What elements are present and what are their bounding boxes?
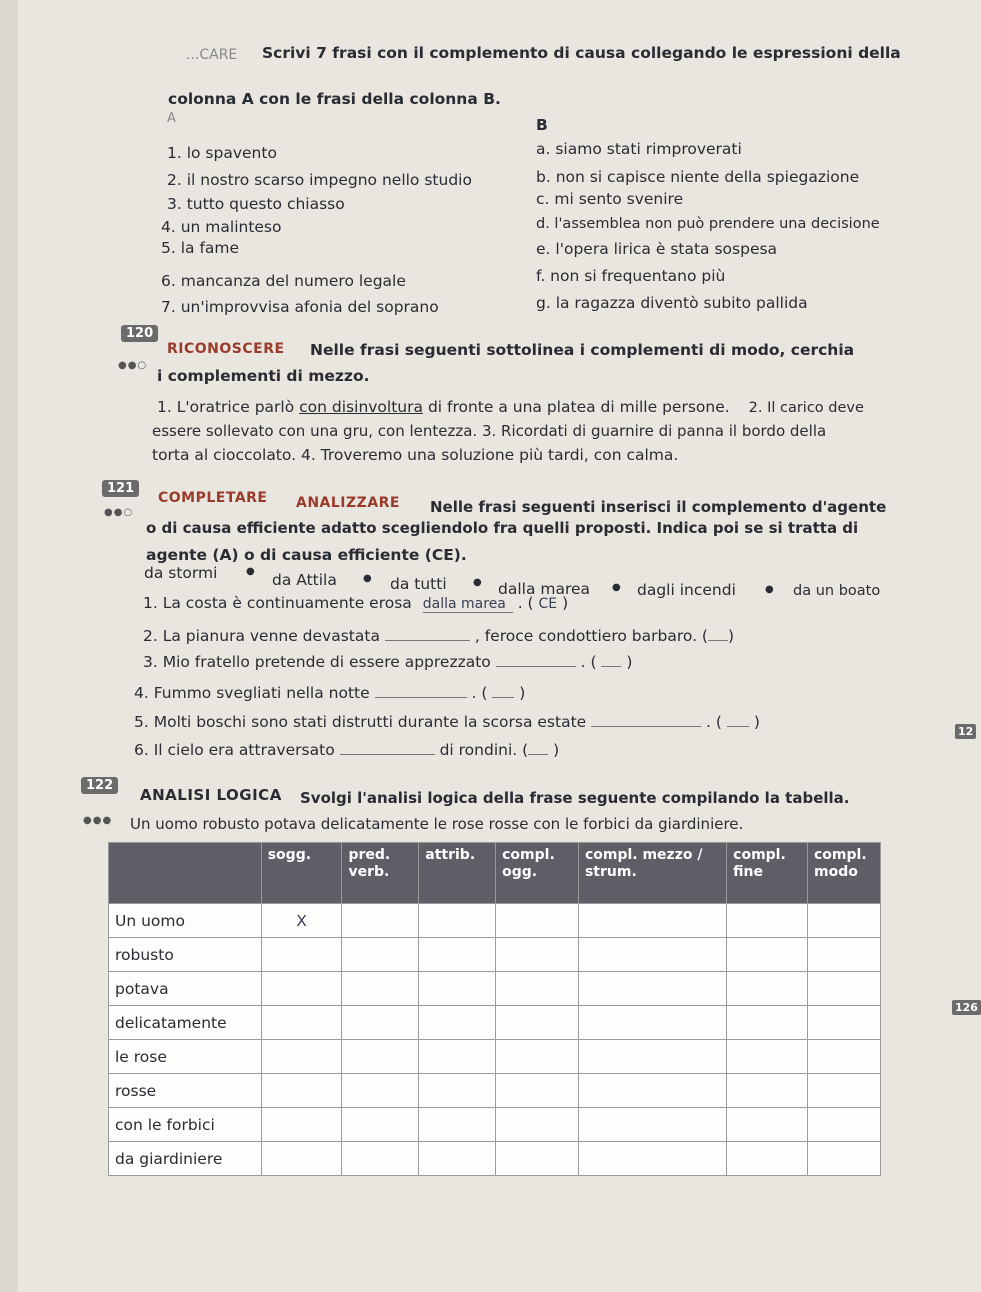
option: dagli incendi: [637, 581, 736, 599]
answer-cell[interactable]: [578, 938, 726, 972]
option: da tutti: [390, 575, 447, 593]
answer-cell[interactable]: [578, 1074, 726, 1108]
s1-post: di fronte a una platea di mille persone.: [427, 398, 730, 416]
col-a-header: A: [167, 111, 176, 126]
header-cell: sogg.: [261, 843, 342, 904]
answer-cell[interactable]: [342, 938, 419, 972]
row-label: da giardiniere: [109, 1142, 262, 1176]
header-cell: compl. fine: [727, 843, 808, 904]
table-row: [109, 1074, 881, 1108]
answer-cell[interactable]: [342, 904, 419, 938]
option: da Attila: [272, 571, 337, 589]
answer-cell[interactable]: [496, 1108, 579, 1142]
s6-text-a: 6. Il cielo era attraversato: [134, 741, 335, 759]
ex121-instruction-3: agente (A) o di causa efficiente (CE).: [146, 546, 467, 564]
answer-cell[interactable]: [808, 972, 881, 1006]
difficulty-dots: ●●○: [104, 507, 134, 518]
page-edge: [0, 0, 18, 1292]
answer-cell[interactable]: [808, 904, 881, 938]
answer-cell[interactable]: [419, 972, 496, 1006]
ex121-tag-1: COMPLETARE: [158, 490, 268, 506]
ex120-sentence-1: [157, 398, 864, 416]
answer-cell[interactable]: [419, 1006, 496, 1040]
ex121-sentence-3: 3. Mio fratello pretende di essere apprezzato . ( ): [143, 653, 633, 671]
s6-blank[interactable]: [340, 740, 435, 755]
side-badge: 126: [952, 1000, 981, 1015]
underlined-answer: con disinvoltura: [299, 398, 423, 416]
s4-text: 4. Fummo svegliati nella notte: [134, 684, 370, 702]
ex122-sentence: Un uomo robusto potava delicatamente le rose rosse con le forbici da giardiniere.: [130, 815, 744, 833]
s3-type-blank[interactable]: [601, 652, 621, 667]
ex119-tag: ...CARE: [186, 47, 238, 63]
header-cell: compl. modo: [808, 843, 881, 904]
answer-cell[interactable]: [342, 1074, 419, 1108]
answer-cell[interactable]: [419, 1142, 496, 1176]
ex119-instruction-1: Scrivi 7 frasi con il complemento di causa collegando le espressioni della: [262, 44, 901, 62]
col-a-item: 6. mancanza del numero legale: [161, 272, 406, 290]
answer-cell[interactable]: [496, 1074, 579, 1108]
table-row: [109, 938, 881, 972]
row-label: Un uomo: [109, 904, 262, 938]
answer-cell[interactable]: [496, 1040, 579, 1074]
ex121-sentence-2: 2. La pianura venne devastata , feroce condottiero barbaro. ( ): [143, 627, 735, 645]
s1-pre: 1. L'oratrice parlò: [157, 398, 295, 416]
col-a-item: 7. un'improvvisa afonia del soprano: [161, 298, 439, 316]
ex120-tag: RICONOSCERE: [167, 341, 285, 357]
exercise-number: 121: [102, 480, 139, 497]
s6-type-blank[interactable]: [528, 740, 548, 755]
answer-cell[interactable]: [578, 1040, 726, 1074]
option: da un boato: [793, 583, 881, 599]
answer-cell[interactable]: [342, 1040, 419, 1074]
answer-cell[interactable]: [496, 1006, 579, 1040]
s3-text: 3. Mio fratello pretende di essere apprezzato: [143, 653, 491, 671]
header-cell: [109, 843, 262, 904]
ex122-instruction: Svolgi l'analisi logica della frase seguente compilando la tabella.: [300, 789, 850, 807]
ex122-tag: ANALISI LOGICA: [140, 786, 282, 804]
bullet: ●: [612, 582, 621, 593]
difficulty-dots: ●●●: [83, 815, 113, 826]
option: dalla marea: [498, 580, 591, 598]
answer-cell[interactable]: [342, 1108, 419, 1142]
answer-cell[interactable]: [578, 1006, 726, 1040]
col-b-item: c. mi sento svenire: [536, 190, 684, 208]
ex120-line-3: torta al cioccolato. 4. Troveremo una soluzione più tardi, con calma.: [152, 446, 679, 464]
col-b-item: e. l'opera lirica è stata sospesa: [536, 240, 778, 258]
col-a-item: 3. tutto questo chiasso: [167, 195, 345, 213]
row-label: rosse: [109, 1074, 262, 1108]
row-label: le rose: [109, 1040, 262, 1074]
option: da stormi: [144, 564, 218, 582]
answer-cell[interactable]: [261, 1142, 342, 1176]
header-cell: compl. mezzo / strum.: [578, 843, 726, 904]
exercise-number: 122: [81, 777, 118, 794]
col-b-item: b. non si capisce niente della spiegazione: [536, 168, 860, 186]
table-row: [109, 972, 881, 1006]
col-a-item: 4. un malinteso: [161, 218, 282, 236]
table-header-row: [109, 843, 881, 904]
row-label: con le forbici: [109, 1108, 262, 1142]
s2-text-a: 2. La pianura venne devastata: [143, 627, 380, 645]
analysis-table: [108, 842, 881, 1176]
ex121-instruction-2: o di causa efficiente adatto scegliendolo fra quelli proposti. Indica poi se si tratta di: [146, 519, 859, 537]
ex121-sentence-1: 1. La costa è continuamente erosa dalla marea . ( CE ): [143, 594, 569, 612]
s1-text: 1. La costa è continuamente erosa: [143, 594, 412, 612]
answer-cell[interactable]: [578, 1108, 726, 1142]
header-cell: pred. verb.: [342, 843, 419, 904]
answer-cell[interactable]: [261, 1074, 342, 1108]
answer-cell[interactable]: [727, 938, 808, 972]
header-cell: compl. ogg.: [496, 843, 579, 904]
answer-cell[interactable]: [727, 1074, 808, 1108]
s4-blank[interactable]: [375, 683, 467, 698]
answer-cell[interactable]: [578, 904, 726, 938]
answer-cell[interactable]: [808, 1074, 881, 1108]
answer-cell[interactable]: [419, 1040, 496, 1074]
answer-cell[interactable]: [342, 1006, 419, 1040]
answer-cell[interactable]: [578, 1142, 726, 1176]
bullet: ●: [765, 584, 774, 595]
col-a-item: 2. il nostro scarso impegno nello studio: [167, 171, 472, 189]
answer-cell[interactable]: [419, 1108, 496, 1142]
answer-cell[interactable]: [808, 1006, 881, 1040]
ex120-instruction-1: Nelle frasi seguenti sottolinea i complementi di modo, cerchia: [310, 341, 855, 359]
table-row: [109, 1006, 881, 1040]
s6-text-b: di rondini. (: [439, 741, 529, 759]
s2-blank[interactable]: [385, 626, 470, 641]
answer-cell[interactable]: [261, 1040, 342, 1074]
ex119-instruction-2: colonna A con le frasi della colonna B.: [168, 90, 501, 108]
col-b-item: g. la ragazza diventò subito pallida: [536, 294, 808, 312]
ex121-tag-2: ANALIZZARE: [296, 495, 400, 511]
answer-cell[interactable]: [261, 1006, 342, 1040]
answer-cell[interactable]: [419, 904, 496, 938]
answer-cell[interactable]: [342, 972, 419, 1006]
col-b-header: B: [536, 116, 548, 134]
exercise-number: 120: [121, 325, 158, 342]
s1-answer[interactable]: dalla marea: [423, 596, 513, 613]
col-a-item: 1. lo spavento: [167, 144, 277, 162]
answer-cell[interactable]: [727, 1040, 808, 1074]
s5-blank[interactable]: [591, 712, 701, 727]
answer-cell[interactable]: [342, 1142, 419, 1176]
s2-type-blank[interactable]: [708, 626, 728, 641]
answer-cell[interactable]: [578, 972, 726, 1006]
row-label: potava: [109, 972, 262, 1006]
answer-cell[interactable]: [496, 972, 579, 1006]
answer-cell[interactable]: [808, 938, 881, 972]
answer-cell[interactable]: [419, 938, 496, 972]
s4-type-blank[interactable]: [492, 683, 514, 698]
ex121-instruction-1: Nelle frasi seguenti inserisci il complemento d'agente: [430, 498, 887, 516]
s3-blank[interactable]: [496, 652, 576, 667]
answer-cell[interactable]: [727, 972, 808, 1006]
col-a-item: 5. la fame: [161, 239, 240, 257]
ex120-line-2: essere sollevato con una gru, con lentezza. 3. Ricordati di guarnire di panna il bordo della: [152, 422, 827, 440]
answer-cell[interactable]: X: [261, 904, 342, 938]
side-badge: 12: [955, 724, 976, 739]
bullet: ●: [473, 577, 482, 588]
bullet: ●: [363, 573, 372, 584]
table-row: [109, 1108, 881, 1142]
row-label: delicatamente: [109, 1006, 262, 1040]
difficulty-dots: ●●○: [118, 360, 148, 371]
answer-cell[interactable]: [727, 1108, 808, 1142]
answer-cell[interactable]: [261, 972, 342, 1006]
ex121-sentence-5: 5. Molti boschi sono stati distrutti durante la scorsa estate . ( ): [134, 713, 760, 731]
s5-type-blank[interactable]: [727, 712, 749, 727]
col-b-item: f. non si frequentano più: [536, 267, 726, 285]
answer-cell[interactable]: [496, 904, 579, 938]
s2-start: 2. Il carico deve: [748, 400, 864, 416]
s1-type[interactable]: CE: [538, 596, 558, 612]
answer-cell[interactable]: [808, 1142, 881, 1176]
ex120-instruction-2: i complementi di mezzo.: [157, 367, 370, 385]
answer-cell[interactable]: [727, 904, 808, 938]
row-label: robusto: [109, 938, 262, 972]
table-row: [109, 1142, 881, 1176]
answer-cell[interactable]: [727, 1006, 808, 1040]
table-row: [109, 904, 881, 938]
s5-text: 5. Molti boschi sono stati distrutti durante la scorsa estate: [134, 713, 587, 731]
bullet: ●: [246, 566, 255, 577]
answer-cell[interactable]: [261, 1108, 342, 1142]
answer-cell[interactable]: [496, 938, 579, 972]
table-row: [109, 1040, 881, 1074]
s2-text-b: , feroce condottiero barbaro. (: [474, 627, 708, 645]
answer-cell[interactable]: [808, 1108, 881, 1142]
ex121-sentence-6: 6. Il cielo era attraversato di rondini. ( ): [134, 741, 560, 759]
col-b-item: a. siamo stati rimproverati: [536, 140, 742, 158]
answer-cell[interactable]: [727, 1142, 808, 1176]
ex121-sentence-4: 4. Fummo svegliati nella notte . ( ): [134, 684, 526, 702]
col-b-item: d. l'assemblea non può prendere una decisione: [536, 216, 880, 232]
answer-cell[interactable]: [261, 938, 342, 972]
answer-cell[interactable]: [496, 1142, 579, 1176]
header-cell: attrib.: [419, 843, 496, 904]
answer-cell[interactable]: [419, 1074, 496, 1108]
answer-cell[interactable]: [808, 1040, 881, 1074]
